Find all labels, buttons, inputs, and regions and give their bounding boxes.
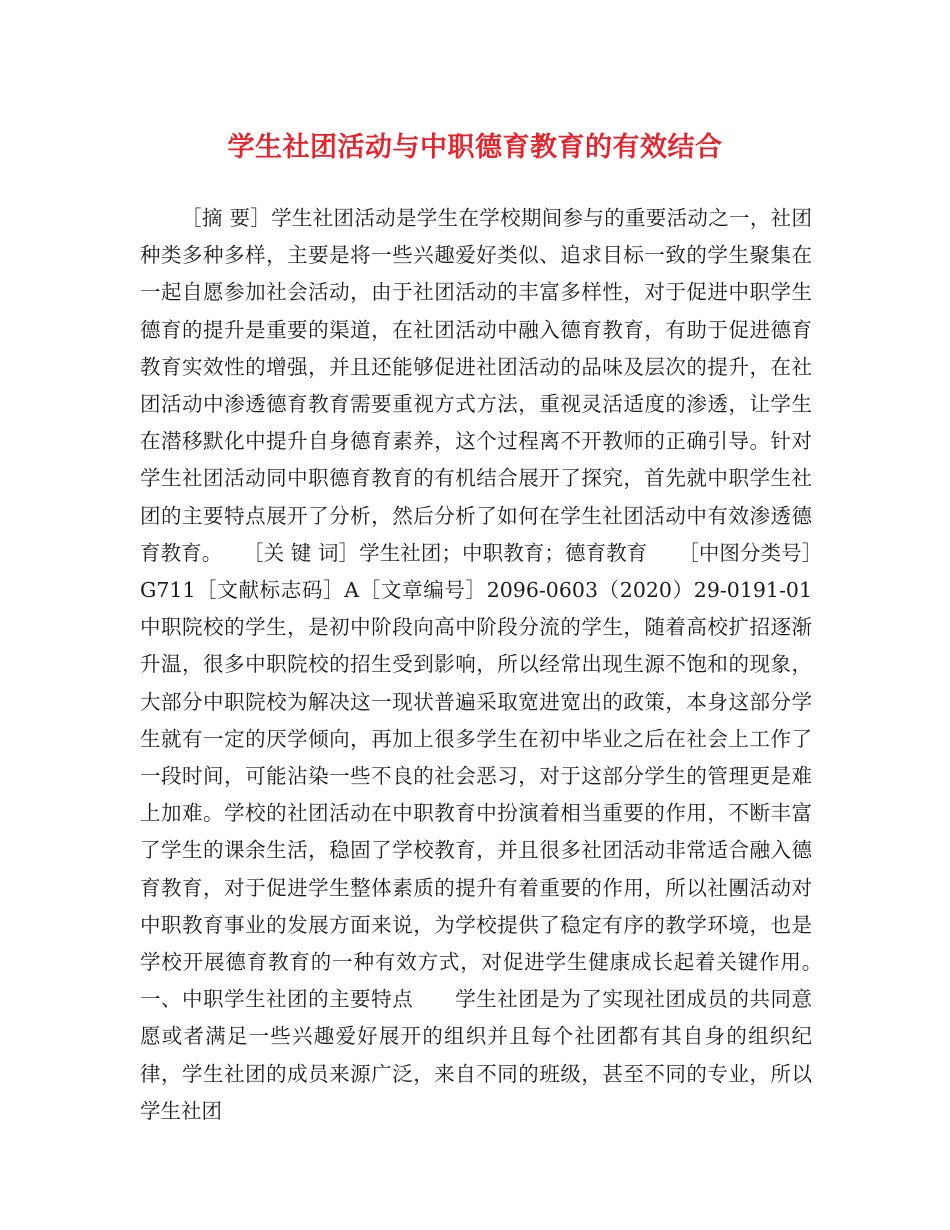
document-title: 学生社团活动与中职德育教育的有效结合 <box>227 132 723 163</box>
document-body: ［摘 要］学生社团活动是学生在学校期间参与的重要活动之一，社团种类多种多样，主要是将一些兴趣爱好类似、追求目标一致的学生聚集在一起自愿参加社会活动，由于社团活动的丰富多样性，对于促进中职学生德育的提升是重要的渠道，在社团活动中融入德育教育，有助于促进德育教育实效性的增强，并且还能够促进社团活动的品味及层次的提升，在社团活动中渗透德育教育需要重视方式方法，重视灵活适度的渗透，让学生在潜移默化中提升自身德育素养，这个过程离不开教师的正确引导。针对学生社团活动同中职德育教育的有机结合展开了探究，首先就中职学生社团的主要特点展开了分析，然后分析了如何在学生社团活动中有效渗透德育教育。 ［关 键 词］学生社团；中职教育；德育教育 ［中图分类号］G711［文献标志码］A［文章编号］2096-0603（2020）29-0191-01 中职院校的学生，是初中阶段向高中阶段分流的学生，随着高校扩招逐渐升温，很多中职院校的招生受到影响，所以经常出现生源不饱和的现象，大部分中职院校为解决这一现状普遍采取宽进宽出的政策，本身这部分学生就有一定的厌学倾向，再加上很多学生在初中毕业之后在社会上工作了一段时间，可能沾染一些不良的社会恶习，对于这部分学生的管理更是难上加难。学校的社团活动在中职教育中扮演着相当重要的作用，不断丰富了学生的课余生活，稳固了学校教育，并且很多社团活动非常适合融入德育教育，对于促进学生整体素质的提升有着重要的作用，所以社團活动对中职教育事业的发展方面来说，为学校提供了稳定有序的教学环境，也是学校开展德育教育的一种有效方式，对促进学生健康成长起着关键作用。 一、中职学生社团的主要特点 学生社团是为了实现社团成员的共同意愿或者满足一些兴趣爱好展开的组织并且每个社团都有其自身的组织纪律，学生社团的成员来源广泛，来自不同的班级，甚至不同的专业，所以学生社团 <box>140 206 853 1123</box>
